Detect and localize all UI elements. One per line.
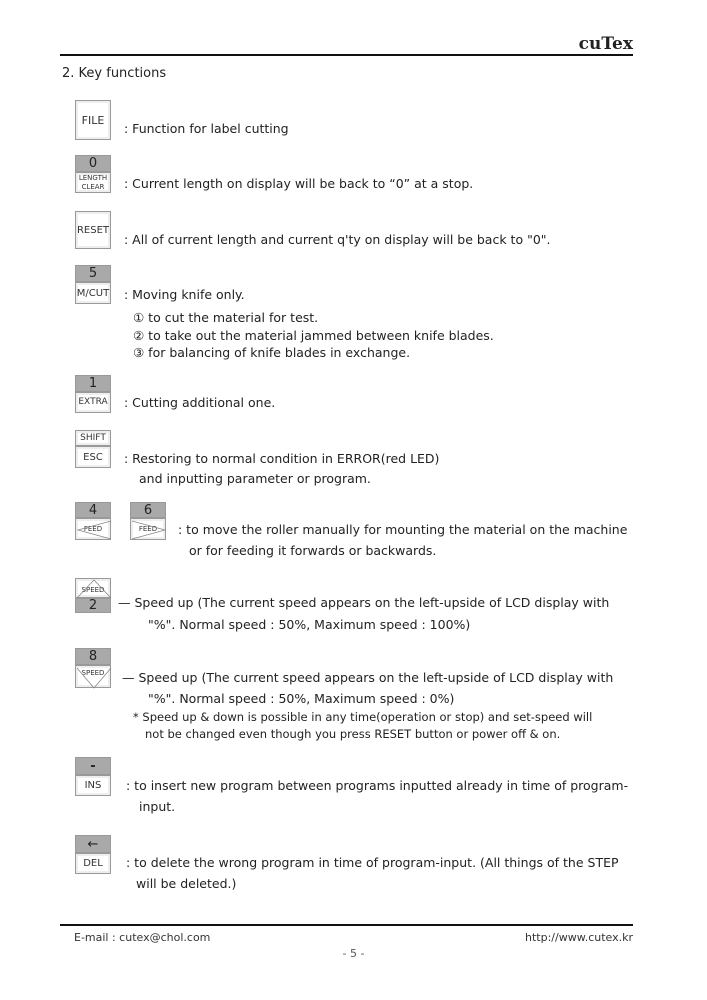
- key-label: SPEED: [81, 669, 105, 677]
- file-key: FILE: [75, 100, 111, 140]
- speed-down-desc: — Speed up (The current speed appears on the left-upside of LCD display with: [122, 670, 614, 685]
- mcut-item: ① to cut the material for test.: [133, 310, 319, 325]
- brand-logo: cuTex: [578, 34, 633, 54]
- ins-key: INS: [75, 775, 111, 796]
- section-title: 2. Key functions: [62, 66, 167, 81]
- shift-key: SHIFT: [75, 430, 111, 446]
- mcut-desc: : Moving knife only.: [124, 287, 245, 302]
- footer-url: http://www.cutex.kr: [525, 931, 633, 944]
- key-4: 4: [75, 502, 111, 518]
- extra-key: EXTRA: [75, 392, 111, 413]
- file-desc: : Function for label cutting: [124, 121, 289, 136]
- mcut-item: ③ for balancing of knife blades in exchange.: [133, 345, 411, 360]
- speed-note: * Speed up & down is possible in any time(operation or stop) and set-speed will: [133, 710, 593, 724]
- del-desc: : to delete the wrong program in time of program-input. (All things of the STEP: [126, 855, 619, 870]
- footer-rule: [60, 924, 633, 926]
- left-triangle-icon: [76, 519, 112, 541]
- up-triangle-icon: [76, 579, 112, 599]
- speed-up-key: [75, 578, 111, 598]
- backspace-key: ←: [75, 835, 111, 853]
- speed-down-key: [75, 665, 111, 688]
- del-desc: will be deleted.): [136, 876, 237, 891]
- key-6: 6: [130, 502, 166, 518]
- key-label: LENGTH: [78, 173, 108, 182]
- esc-desc: : Restoring to normal condition in ERROR(red LED): [124, 451, 440, 466]
- extra-desc: : Cutting additional one.: [124, 395, 276, 410]
- down-triangle-icon: [76, 666, 112, 689]
- reset-key: RESET: [75, 211, 111, 249]
- key-label: FEED: [83, 524, 103, 533]
- length-clear-key: [75, 172, 111, 193]
- key-label: SPEED: [81, 586, 105, 594]
- header-rule: [60, 54, 633, 56]
- key-1: 1: [75, 375, 111, 392]
- feed-back-key: [75, 518, 111, 540]
- speed-down-desc: "%". Normal speed : 50%, Maximum speed : 0%): [148, 691, 455, 706]
- del-key: DEL: [75, 853, 111, 874]
- speed-note: not be changed even though you press RESET button or power off & on.: [145, 727, 561, 741]
- ins-desc: : to insert new program between programs inputted already in time of program-: [126, 778, 629, 793]
- footer-email: E-mail : cutex@chol.com: [74, 931, 211, 944]
- feed-forward-key: [130, 518, 166, 540]
- speed-up-desc: — Speed up (The current speed appears on the left-upside of LCD display with: [118, 595, 610, 610]
- key-label: CLEAR: [81, 182, 105, 191]
- esc-key: ESC: [75, 446, 111, 468]
- length-clear-desc: : Current length on display will be back to “0” at a stop.: [124, 176, 474, 191]
- feed-desc: or for feeding it forwards or backwards.: [189, 543, 437, 558]
- mcut-key: M/CUT: [75, 282, 111, 304]
- key-0: 0: [75, 155, 111, 172]
- key-2: 2: [75, 598, 111, 613]
- key-8: 8: [75, 648, 111, 665]
- minus-key: -: [75, 757, 111, 775]
- feed-desc: : to move the roller manually for mounting the material on the machine: [178, 522, 628, 537]
- key-5: 5: [75, 265, 111, 282]
- right-triangle-icon: [131, 519, 167, 541]
- esc-desc: and inputting parameter or program.: [139, 471, 371, 486]
- reset-desc: : All of current length and current q'ty on display will be back to "0".: [124, 232, 551, 247]
- ins-desc: input.: [139, 799, 176, 814]
- speed-up-desc: "%". Normal speed : 50%, Maximum speed : 100%): [148, 617, 471, 632]
- key-label: FEED: [138, 524, 158, 533]
- mcut-item: ② to take out the material jammed between knife blades.: [133, 328, 494, 343]
- page-number: - 5 -: [342, 947, 365, 960]
